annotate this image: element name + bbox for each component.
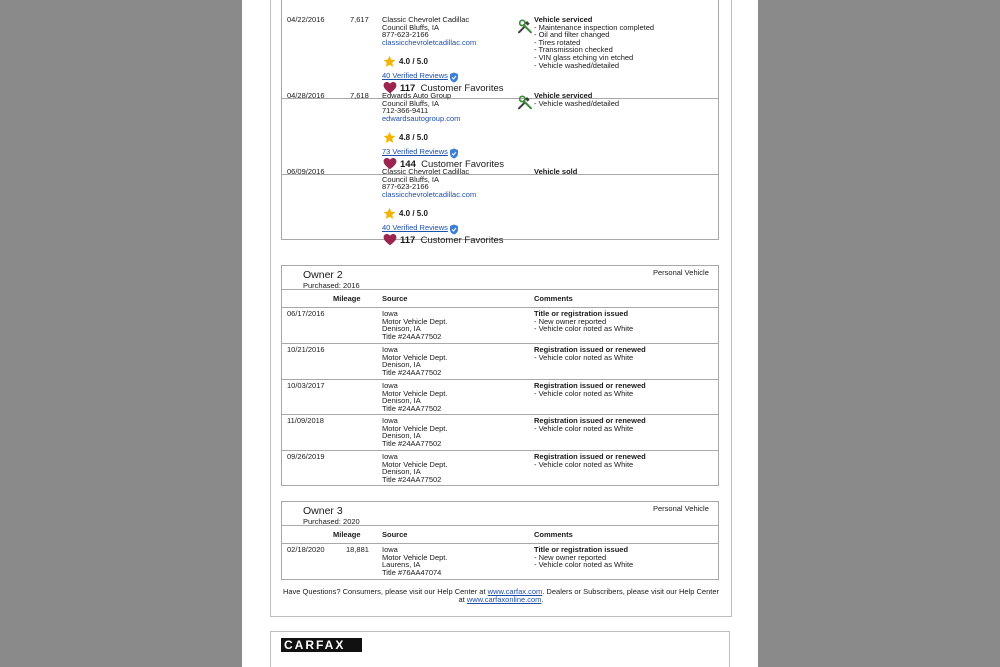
record-comments: Registration issued or renewed - Vehicle color noted as White <box>534 345 646 362</box>
row-divider <box>282 450 718 451</box>
help-center-text: Have Questions? Consumers, please visit our Help Center at www.carfax.com. Dealers or Subscribers, please visit our Help Center at www.carfaxonline.com. <box>282 587 720 604</box>
customer-favorites: 144 Customer Favorites <box>400 159 505 170</box>
report-frame <box>270 0 732 617</box>
dealer-website-link[interactable]: classicchevroletcadillac.com <box>382 37 477 47</box>
customer-favorites: 117 Customer Favorites <box>400 235 504 246</box>
purchased-year: Purchased: 2016 <box>303 281 360 290</box>
record-mileage: 18,881 <box>346 545 369 554</box>
row-divider <box>282 174 718 175</box>
divider <box>282 543 718 544</box>
column-header-mileage: Mileage <box>333 530 361 539</box>
dealer-rating: 4.8 / 5.0 <box>399 133 428 142</box>
record-comments: Vehicle serviced - Maintenance inspection completed - Oil and filter changed - Tires rotated - Transmission checked - VIN glass etching vin etched - Vehicle washed/detailed <box>534 15 655 70</box>
owner-title: Owner 2 <box>303 269 343 281</box>
record-date: 06/17/2016 <box>287 309 325 318</box>
divider <box>282 307 718 308</box>
owner2-section <box>281 265 719 486</box>
report-page <box>242 0 758 667</box>
column-header-comments: Comments <box>534 530 573 539</box>
carfaxonline-link[interactable]: www.carfaxonline.com <box>466 595 542 604</box>
verified-reviews-link[interactable]: 73 Verified Reviews <box>382 147 448 156</box>
row-divider <box>282 343 718 344</box>
column-header-comments: Comments <box>534 294 573 303</box>
dealer-rating: 4.0 / 5.0 <box>399 209 428 218</box>
column-header-source: Source <box>382 294 408 303</box>
record-date: 10/21/2016 <box>287 345 325 354</box>
record-comments: Vehicle serviced - Vehicle washed/detailed <box>534 91 620 108</box>
vehicle-type: Personal Vehicle <box>653 268 709 277</box>
owner3-section <box>281 501 719 580</box>
carfax-link[interactable]: www.carfax.com <box>487 587 543 596</box>
record-date: 02/18/2020 <box>287 545 325 554</box>
record-comments: Registration issued or renewed - Vehicle color noted as White <box>534 416 646 433</box>
row-divider <box>282 414 718 415</box>
record-comments: Registration issued or renewed - Vehicle color noted as White <box>534 452 646 469</box>
record-source: Iowa Motor Vehicle Dept. Denison, IA Title #24AA77502 <box>382 381 448 413</box>
record-date: 04/22/2016 <box>287 15 325 24</box>
record-source: Edwards Auto Group Council Bluffs, IA 712-366-9411 edwardsautogroup.com <box>382 91 461 123</box>
dealer-website-link[interactable]: classicchevroletcadillac.com <box>382 189 477 199</box>
record-mileage: 7,618 <box>350 91 369 100</box>
customer-favorites: 117 Customer Favorites <box>400 83 504 94</box>
record-mileage: 7,617 <box>350 15 369 24</box>
owner1-history-table <box>281 0 719 246</box>
record-date: 10/03/2017 <box>287 381 325 390</box>
record-date: 09/26/2019 <box>287 452 325 461</box>
column-header-source: Source <box>382 530 408 539</box>
divider <box>282 525 718 526</box>
record-source: Iowa Motor Vehicle Dept. Denison, IA Title #24AA77502 <box>382 345 448 377</box>
vehicle-type: Personal Vehicle <box>653 504 709 513</box>
record-source: Classic Chevrolet Cadillac Council Bluffs, IA 877-623-2166 classicchevroletcadillac.com <box>382 15 477 47</box>
record-date: 06/09/2016 <box>287 167 325 176</box>
row-divider <box>282 98 718 99</box>
verified-reviews-link[interactable]: 40 Verified Reviews <box>382 71 448 80</box>
record-source: Classic Chevrolet Cadillac Council Bluffs, IA 877-623-2166 classicchevroletcadillac.com <box>382 167 477 199</box>
service-tools-icon <box>517 19 533 40</box>
owner-title: Owner 3 <box>303 505 343 517</box>
next-section-header <box>270 631 730 667</box>
dealer-rating: 4.0 / 5.0 <box>399 57 428 66</box>
record-comments: Vehicle sold <box>534 167 578 176</box>
heart-icon <box>383 233 397 251</box>
record-source: Iowa Motor Vehicle Dept. Denison, IA Title #24AA77502 <box>382 416 448 448</box>
record-comments: Title or registration issued - New owner reported - Vehicle color noted as White <box>534 545 634 570</box>
record-date: 04/28/2016 <box>287 91 325 100</box>
verified-reviews-link[interactable]: 40 Verified Reviews <box>382 223 448 232</box>
record-date: 11/09/2018 <box>287 416 324 425</box>
record-source: Iowa Motor Vehicle Dept. Denison, IA Title #24AA77502 <box>382 309 448 341</box>
purchased-year: Purchased: 2020 <box>303 517 360 526</box>
record-comments: Title or registration issued - New owner reported - Vehicle color noted as White <box>534 309 634 334</box>
row-divider <box>282 379 718 380</box>
dealer-website-link[interactable]: edwardsautogroup.com <box>382 113 461 123</box>
divider <box>282 289 718 290</box>
record-source: Iowa Motor Vehicle Dept. Laurens, IA Title #76AA47074 <box>382 545 448 577</box>
service-tools-icon <box>517 95 533 116</box>
record-source: Iowa Motor Vehicle Dept. Denison, IA Title #24AA77502 <box>382 452 448 484</box>
record-comments: Registration issued or renewed - Vehicle color noted as White <box>534 381 646 398</box>
carfax-logo: CARFAX <box>281 638 362 652</box>
column-header-mileage: Mileage <box>333 294 361 303</box>
